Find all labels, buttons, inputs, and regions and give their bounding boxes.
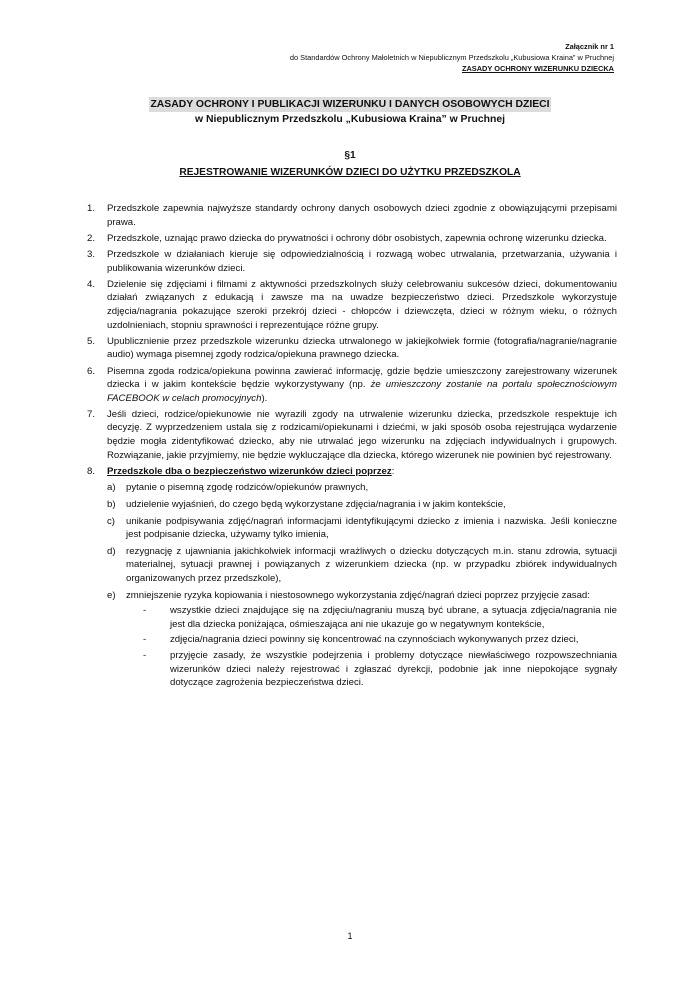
bullet-text: wszystkie dzieci znajdujące się na zdjęciu/nagraniu muszą być ubrane, a sytuacja zdjęcia/nagrania nie jest dla dziecka poniżająca, ośmieszająca ani nie ukazuje go w negatywnym kontekście, [170, 605, 617, 630]
document-header [290, 42, 614, 74]
sub-list-item [107, 498, 617, 512]
attachment-reference: do Standardów Ochrony Małoletnich w Niepublicznym Przedszkolu „Kubusiowa Kraina” w Pruchnej [289, 52, 614, 62]
attachment-subject: ZASADY OCHRONY WIZERUNKU DZIECKA [461, 63, 614, 73]
sub-list-item [107, 515, 617, 542]
list-item-number: 5. [87, 335, 96, 347]
bullet-dash: - [143, 649, 147, 661]
sub-list-item [107, 589, 617, 690]
list-item-number: 2. [87, 232, 96, 244]
sub-list-text: udzielenie wyjaśnień, do czego będą wykorzystane zdjęcia/nagrania i w jakim kontekście, [126, 499, 506, 511]
list-item-text: Przedszkole zapewnia najwyższe standardy ochrony danych osobowych dzieci zgodnie z obowiązującymi przepisami prawa. [107, 203, 617, 228]
document-title [80, 97, 620, 127]
sub-list-letter: c) [107, 515, 115, 527]
list-item-number: 1. [87, 203, 96, 214]
title-line-1: ZASADY OCHRONY I PUBLIKACJI WIZERUNKU I DANYCH OSOBOWYCH DZIECI [150, 99, 550, 110]
section-number: §1 [344, 150, 356, 161]
bullet-item [126, 649, 617, 690]
attachment-number: Załącznik nr 1 [565, 42, 614, 51]
list-item [87, 232, 617, 246]
section-heading [80, 147, 620, 181]
list-item-lead-colon: : [391, 465, 395, 477]
list-item [87, 408, 617, 462]
bullet-item [126, 604, 617, 631]
list-item-text: Dzielenie się zdjęciami i filmami z aktywności przedszkolnych służy celebrowaniu sukcesów dzieci, dokumentowaniu działań związanych z edukacją i zawsze ma na uwadze bezpieczeństwo dzieci. Przedszkole wykorzystuje zdjęcia/nagrania pokazujące szeroki przekrój dzieci - chłopców i dziewczęta, dzieci w różnym wieku, o różnych uzdolnieniach, stopniu sprawności i reprezentujące różne grupy. [107, 278, 617, 331]
list-item-number: 4. [87, 278, 96, 290]
list-item-italic-example: że umieszczony zostanie na portalu społecznościowym FACEBOOK w celach promocyjnych [107, 379, 617, 404]
list-item-text-after: ). [261, 392, 268, 404]
bullet-text: przyjęcie zasady, że wszystkie podejrzenia i problemy dotyczące niewłaściwego rozpowszechniania wizerunków dzieci należy rejestrować i zgłaszać dyrekcji, podobnie jak inne niepokojące sygnały dotyczące zagrożenia bezpieczeństwa dzieci. [170, 649, 617, 689]
list-item-text: Przedszkole, uznając prawo dziecka do prywatności i ochrony dóbr osobistych, zapewnia ochronę wizerunku dziecka. [107, 232, 607, 244]
list-item-text: Przedszkole w działaniach kieruje się odpowiedzialnością i rozwagą wobec utrwalania, przetwarzania, używania i publikowania wizerunków dzieci. [107, 248, 617, 274]
list-item-text: Upublicznienie przez przedszkole wizerunku dziecka utrwalonego w jakiejkolwiek formie (fotografia/nagranie/nagranie audio) wymaga pisemnej zgody rodzica/opiekuna prawnego dziecka. [107, 335, 617, 361]
list-item-number: 7. [87, 408, 96, 420]
sub-list-letter: e) [107, 589, 116, 601]
bullet-text: zdjęcia/nagrania dzieci powinny się koncentrować na czynnościach wykonywanych przez dzieci, [170, 634, 579, 646]
sub-list-text: zmniejszenie ryzyka kopiowania i niestosownego wykorzystania zdjęć/nagrań dzieci poprzez przyjęcie zasad: [126, 589, 590, 601]
sub-list-letter: a) [107, 482, 116, 494]
sub-list-text: unikanie podpisywania zdjęć/nagrań informacjami identyfikującymi dziecko z imienia i nazwiska. Jeśli konieczne jest podpisanie dziecka, używamy tylko imienia, [126, 515, 617, 541]
document-body [87, 202, 617, 692]
section-title: REJESTROWANIE WIZERUNKÓW DZIECI DO UŻYTKU PRZEDSZKOLA [179, 167, 521, 178]
sub-list-letter: b) [107, 499, 116, 511]
sub-list-text: pytanie o pisemną zgodę rodziców/opiekunów prawnych, [126, 482, 369, 494]
list-item-number: 8. [87, 465, 96, 477]
list-item [87, 248, 617, 275]
sub-list-text: rezygnację z ujawniania jakichkolwiek informacji wrażliwych o dziecku dotyczących m.in. stanu zdrowia, sytuacji materialnej, sytuacji prawnej i powiązanych z wizerunkiem dziecka (np. w przypadku zbiórek indywidualnych organizowanych przez przedszkole), [126, 545, 617, 584]
list-item [87, 335, 617, 362]
list-item-number: 6. [87, 365, 96, 377]
bullet-dash: - [143, 634, 147, 646]
sub-list-letter: d) [107, 545, 116, 557]
list-item-lead: Przedszkole dba o bezpieczeństwo wizerunków dzieci poprzez [107, 465, 392, 477]
bullet-item [126, 633, 617, 647]
bullet-dash: - [143, 605, 147, 617]
sub-list-item [107, 545, 617, 586]
title-line-2: w Niepublicznym Przedszkolu „Kubusiowa Kraina” w Pruchnej [194, 114, 506, 125]
list-item [87, 365, 617, 406]
list-item [87, 465, 617, 690]
sub-list-item [107, 481, 617, 495]
page-number: 1 [347, 931, 353, 941]
list-item-text: Jeśli dzieci, rodzice/opiekunowie nie wyrazili zgody na utrwalenie wizerunku dziecka, przedszkole respektuje ich decyzję. Z wyprzedzeniem ustala się z rodzicami/opiekunami i dziećmi, w jaki sposób osoba rejestrująca wydarzenie będzie mogła zidentyfikować dziecko, aby nie utrwalać jego wizerunku na zdjęciach indywidualnych i grupowych. Rozwiązanie, jakie przyjmiemy, nie będzie wykluczające dla dziecka, którego wizerunek nie powinien być rejestrowany. [107, 408, 617, 461]
bullet-list [126, 604, 617, 690]
list-item-text-before: Pisemna zgoda rodzica/opiekuna powinna zawierać informację, gdzie będzie umieszczony zarejestrowany wizerunek dziecka i w jakim kontekście będzie wykorzystywany (np. [107, 365, 617, 391]
list-item [87, 202, 617, 229]
list-item-number: 3. [87, 248, 96, 260]
list-item [87, 278, 617, 332]
